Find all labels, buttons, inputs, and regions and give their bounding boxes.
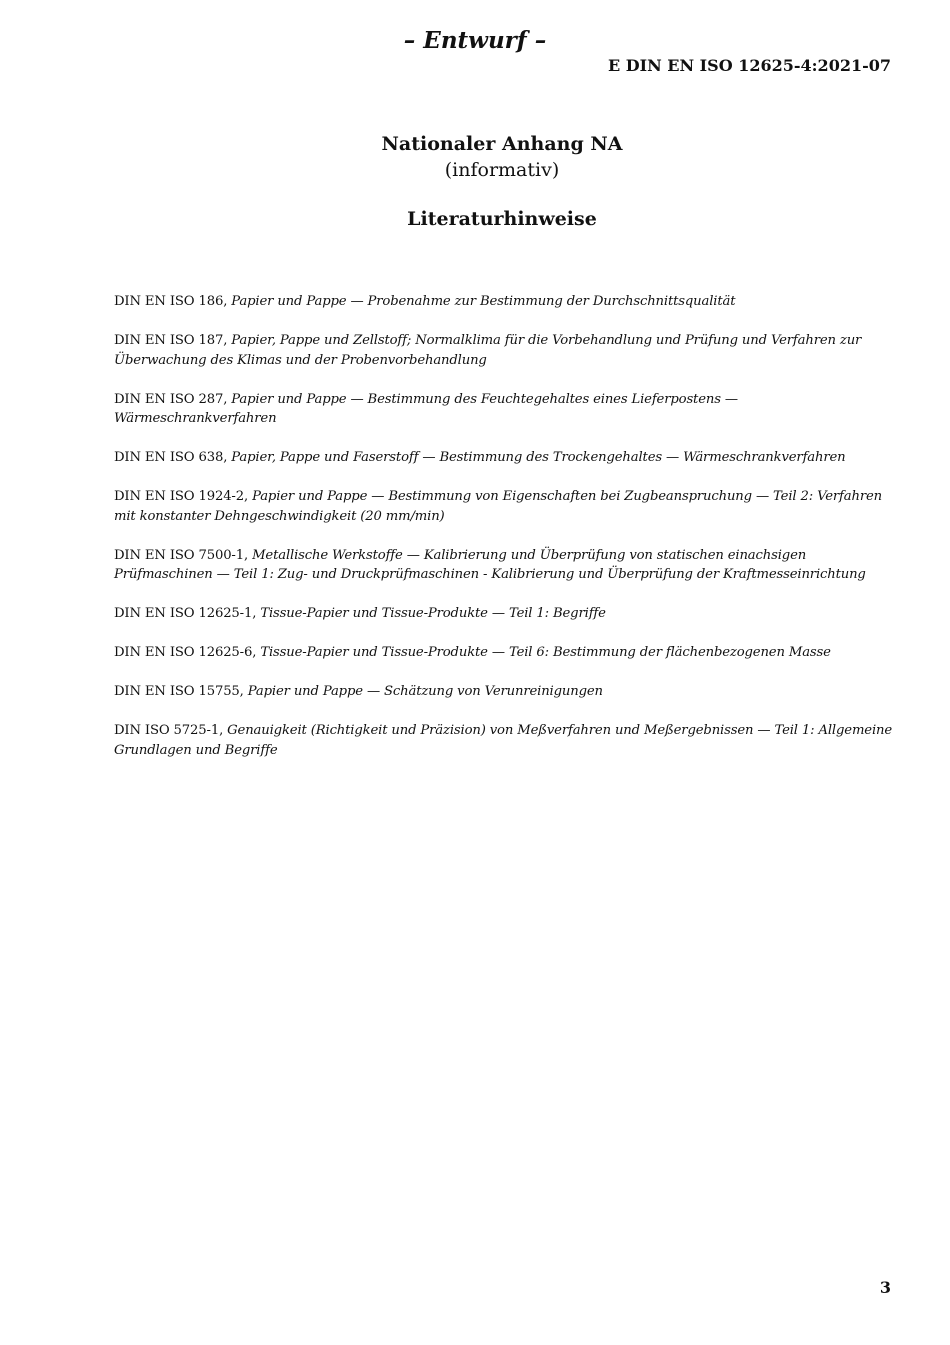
draft-mark: – Entwurf – <box>403 27 547 54</box>
section-title: Literaturhinweise <box>407 208 597 230</box>
document-id: E DIN EN ISO 12625-4:2021-07 <box>607 56 891 75</box>
reference-item <box>114 643 894 663</box>
reference-number: DIN EN ISO 287, <box>114 391 228 407</box>
reference-item <box>114 721 894 760</box>
reference-item <box>114 292 894 312</box>
reference-item <box>114 390 894 429</box>
reference-number: DIN EN ISO 12625-6, <box>114 645 257 660</box>
reference-title: Metallische Werkstoffe — Kalibrierung und Überprüfung von statischen einachsigen Prüfmaschinen — Teil 1: Zug- und Druckprüfmaschinen - Kalibrierung und Überprüfung der Kraftmesseinrichtung <box>114 547 866 582</box>
reference-item <box>114 604 894 624</box>
reference-title: Papier, Pappe und Faserstoff — Bestimmung des Trockengehaltes — Wärmeschrankverfahren <box>231 450 846 465</box>
reference-number: DIN EN ISO 1924-2, <box>114 489 249 504</box>
reference-number: DIN EN ISO 638, <box>114 450 228 465</box>
reference-title: Papier und Pappe — Bestimmung des Feuchtegehaltes eines Lieferpostens — Wärmeschrankverfahren <box>114 391 738 426</box>
reference-item <box>114 448 894 468</box>
reference-number: DIN EN ISO 187, <box>114 333 228 348</box>
reference-item <box>114 682 894 702</box>
reference-title: Genauigkeit (Richtigkeit und Präzision) von Meßverfahren und Meßergebnissen — Teil 1: Allgemeine Grundlagen und Begriffe <box>114 723 893 758</box>
page-number: 3 <box>879 1278 891 1297</box>
reference-title: Papier und Pappe — Bestimmung von Eigenschaften bei Zugbeanspruchung — Teil 2: Verfahren mit konstanter Dehngeschwindigkeit (20 mm/min) <box>114 489 882 524</box>
reference-item <box>114 487 894 526</box>
reference-number: DIN EN ISO 12625-1, <box>114 606 257 621</box>
reference-item <box>114 331 894 370</box>
reference-number: DIN EN ISO 186, <box>114 294 228 309</box>
reference-number: DIN ISO 5725-1, <box>114 723 224 738</box>
reference-title: Papier und Pappe — Schätzung von Verunreinigungen <box>247 684 603 699</box>
reference-title: Tissue-Papier und Tissue-Produkte — Teil 1: Begriffe <box>260 606 606 621</box>
reference-title: Tissue-Papier und Tissue-Produkte — Teil 6: Bestimmung der flächenbezogenen Masse <box>260 645 831 660</box>
annex-subtitle: (informativ) <box>444 159 560 181</box>
reference-item <box>114 546 894 585</box>
reference-title: Papier und Pappe — Probenahme zur Bestimmung der Durchschnittsqualität <box>231 294 736 309</box>
annex-title: Nationaler Anhang NA <box>381 133 623 155</box>
reference-number: DIN EN ISO 15755, <box>114 684 244 699</box>
reference-list <box>114 292 894 780</box>
reference-title: Papier, Pappe und Zellstoff; Normalklima für die Vorbehandlung und Prüfung und Verfahren zur Überwachung des Klimas und der Probenvorbehandlung <box>114 333 862 368</box>
reference-number: DIN EN ISO 7500-1, <box>114 547 249 563</box>
